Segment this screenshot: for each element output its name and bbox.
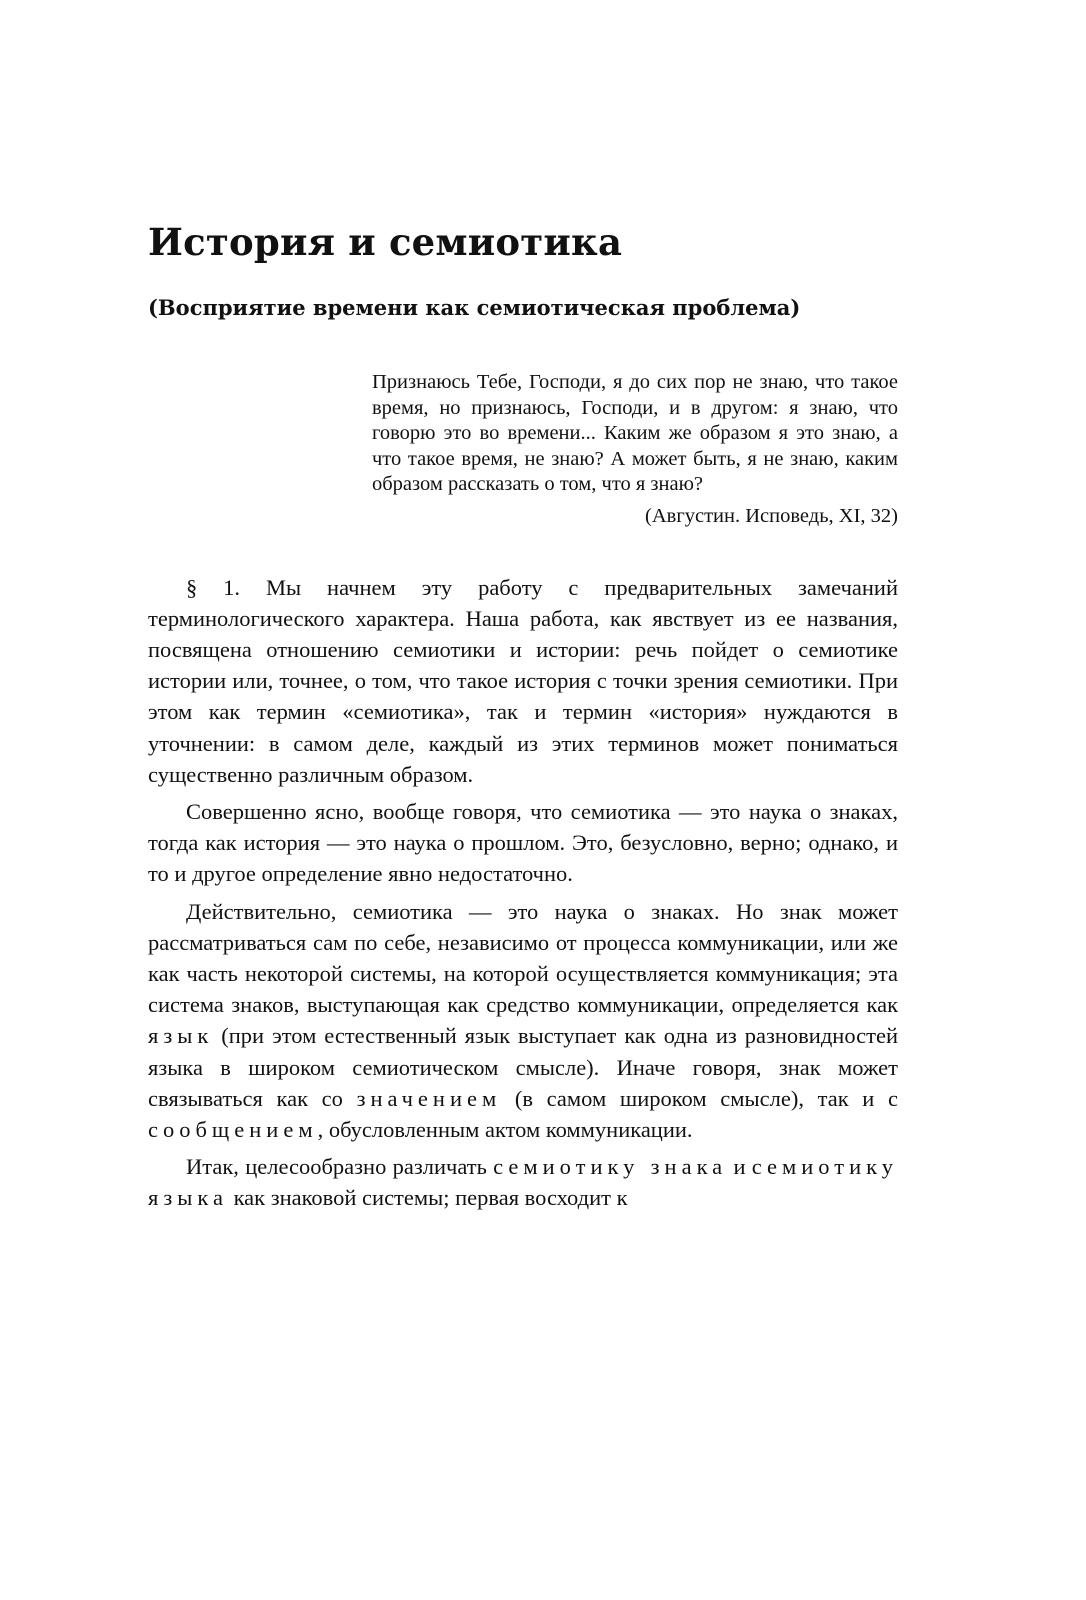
paragraph-3-part-3: (в самом широком смысле), так и с bbox=[501, 1085, 899, 1111]
spaced-term-language: язык bbox=[148, 1023, 214, 1049]
paragraph-4-part-3: как знаковой системы; первая восходит к bbox=[227, 1185, 628, 1211]
epigraph-source: (Августин. Исповедь, XI, 32) bbox=[645, 504, 898, 527]
epigraph bbox=[372, 370, 898, 530]
paragraph-3-part-1: Действительно, семиотика — это наука о знаках. Но знак может рассматриваться сам по себе, независимо от процесса коммуникации, или же как часть некоторой системы, на которой осуществляется коммуникация; эта система знаков, выступающая как средство коммуникации, определяется как bbox=[148, 898, 898, 1018]
spaced-term-sign-semiotics: семиотику знака bbox=[493, 1154, 728, 1180]
spaced-term-language-semiotics: семиотику языка bbox=[148, 1154, 898, 1211]
paragraph-4-part-2: и bbox=[727, 1154, 752, 1180]
page bbox=[148, 214, 898, 1220]
paragraph-3-part-2: (при этом естественный язык выступает как одна из разновидностей языка в широком семиотическом смысле). Иначе говоря, знак может связываться как со bbox=[148, 1023, 898, 1111]
paragraph-2: Совершенно ясно, вообще говоря, что семиотика — это наука о знаках, тогда как история — это наука о прошлом. Это, безусловно, верно; однако, и то и другое определение явно недостаточно. bbox=[148, 798, 898, 887]
spaced-term-message: сообщением bbox=[148, 1117, 318, 1143]
paragraph-4 bbox=[148, 1151, 898, 1213]
body-text bbox=[148, 572, 898, 1214]
paragraph-1: § 1. Мы начнем эту работу с предварительных замечаний терминологического характера. Наша работа, как явствует из ее названия, посвящена отношению семиотики и истории: речь пойдет о семиотике истории или, точнее, о том, что такое история с точки зрения семиотики. При этом как термин «семиотика», так и термин «история» нуждаются в уточнении: в самом деле, каждый из этих терминов может пониматься существенно различным образом. bbox=[148, 574, 898, 787]
chapter-title: История и семиотика bbox=[148, 220, 623, 264]
spaced-term-meaning: значением bbox=[356, 1085, 502, 1111]
chapter-subtitle: (Восприятие времени как семиотическая проблема) bbox=[148, 295, 801, 320]
paragraph-3 bbox=[148, 896, 898, 1146]
paragraph-4-part-1: Итак, целесообразно различать bbox=[186, 1154, 494, 1180]
paragraph-3-part-4: , обусловленным актом коммуникации. bbox=[317, 1117, 693, 1143]
epigraph-text: Признаюсь Тебе, Господи, я до сих пор не знаю, что такое время, но признаюсь, Господи, и в другом: я знаю, что говорю это во времени... Каким же образом я это знаю, а что такое время, не знаю? А может быть, я не знаю, каким образом рассказать о том, что я знаю? bbox=[372, 371, 898, 496]
